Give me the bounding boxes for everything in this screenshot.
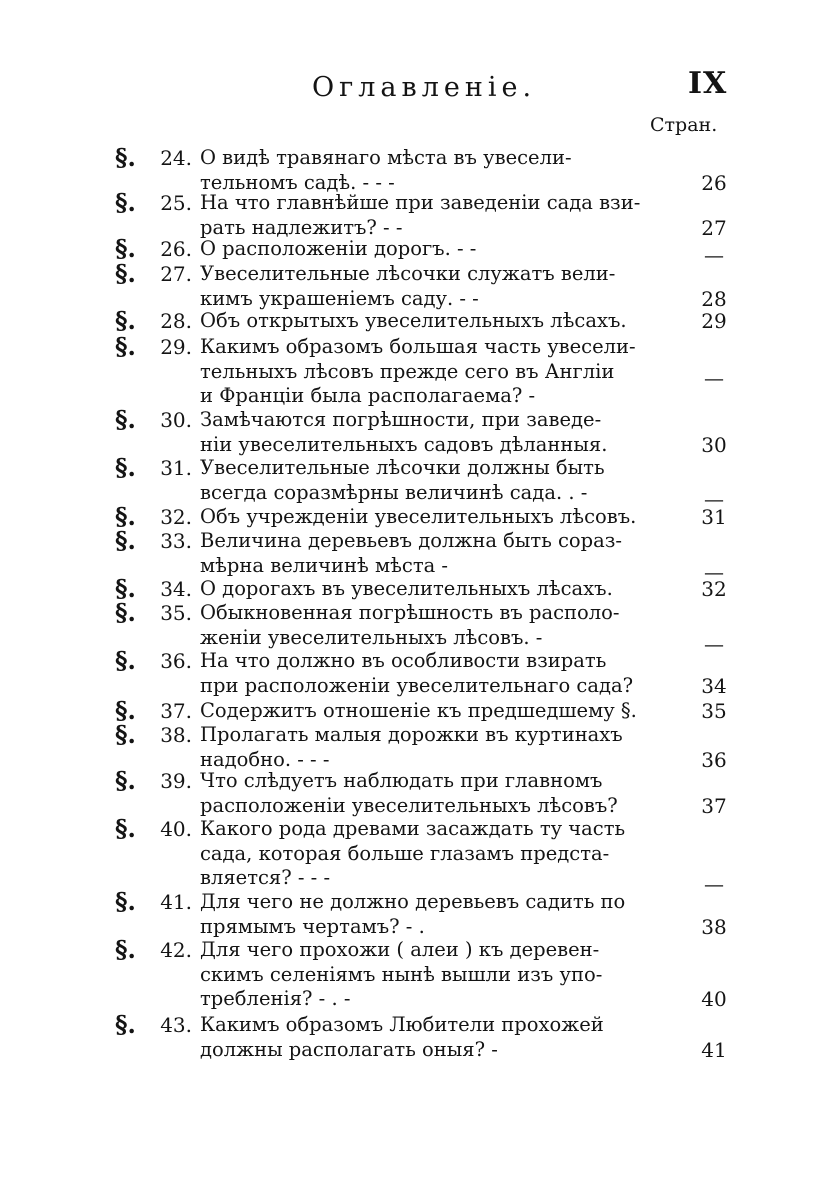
entry-text — [200, 769, 678, 818]
entry-text-line: вляется? - - - — [200, 866, 331, 889]
section-sign: §. — [115, 887, 136, 916]
entry-text — [200, 1013, 678, 1062]
page-number: IX — [688, 66, 728, 101]
section-number: 25. — [160, 191, 192, 215]
section-number: 42. — [160, 938, 192, 962]
entry-text-line: Какимъ образомъ Любители прохожей — [200, 1013, 604, 1036]
section-sign: §. — [115, 696, 136, 725]
entry-text — [200, 577, 678, 602]
section-number: 41. — [160, 890, 192, 914]
entry-text — [200, 262, 678, 311]
entry-text — [200, 938, 678, 1012]
page-reference: — — [704, 559, 724, 584]
section-sign: §. — [115, 306, 136, 335]
section-number: 38. — [160, 723, 192, 747]
entry-text-line: при расположеніи увеселительнаго сада? — [200, 673, 634, 697]
page-reference: 41 — [701, 1037, 727, 1062]
section-sign: §. — [115, 143, 136, 172]
section-sign: §. — [115, 405, 136, 434]
toc-entry — [0, 332, 840, 409]
section-sign: §. — [115, 502, 136, 531]
entry-text-line: Увеселительные лѣсочки служатъ вели- — [200, 262, 616, 285]
toc-entry — [0, 234, 840, 267]
toc-entry — [0, 405, 840, 457]
entry-text — [200, 237, 678, 262]
entry-text-line: скимъ селеніямъ нынѣ вышли изъ упо- — [200, 962, 603, 986]
entry-text-line: рать надлежитъ? - - — [200, 215, 403, 239]
page-reference: — — [704, 365, 724, 390]
entry-text-line: мѣрна величинѣ мѣста - — [200, 553, 449, 577]
entry-text-line: О расположеніи дорогъ. - - — [200, 237, 477, 260]
page-reference: 26 — [701, 170, 727, 195]
page-reference: 30 — [701, 432, 727, 457]
entry-text — [200, 817, 678, 891]
entry-text-line: требленія? - . - — [200, 987, 351, 1010]
section-sign: §. — [115, 259, 136, 288]
page-reference: 27 — [701, 215, 727, 240]
entry-text — [200, 505, 678, 530]
section-sign: §. — [115, 935, 136, 964]
page-reference: 40 — [701, 987, 727, 1011]
section-sign: §. — [115, 646, 136, 675]
entry-text-line: Содержитъ отношеніе къ предшедшему §. — [200, 699, 637, 722]
entry-text-line: должны располагать оныя? - — [200, 1037, 498, 1061]
entry-text — [200, 146, 678, 195]
section-sign: §. — [115, 234, 136, 263]
page-reference: — — [704, 243, 724, 267]
entry-text-line: Обыкновенная погрѣшность въ располо- — [200, 601, 620, 624]
page-reference: 35 — [701, 699, 727, 723]
toc-entry — [0, 766, 840, 818]
entry-text — [200, 191, 678, 240]
section-number: 26. — [160, 237, 192, 261]
toc-entry — [0, 453, 840, 511]
entry-text-line: Увеселительные лѣсочки должны быть — [200, 456, 605, 479]
entry-text-line: сада, которая больше глазамъ предста- — [200, 841, 610, 865]
page-reference: — — [704, 631, 724, 656]
entry-text-line: Величина деревьевъ должна быть сораз- — [200, 529, 623, 552]
section-number: 29. — [160, 335, 192, 359]
section-number: 39. — [160, 769, 192, 793]
entry-text-line: всегда соразмѣрны величинѣ сада. . - — [200, 480, 588, 504]
section-number: 43. — [160, 1013, 192, 1037]
toc-entry — [0, 306, 840, 335]
entry-text — [200, 699, 678, 724]
entry-text — [200, 529, 678, 578]
section-number: 27. — [160, 262, 192, 286]
entry-text-line: Что слѣдуетъ наблюдать при главномъ — [200, 769, 603, 792]
section-sign: §. — [115, 574, 136, 603]
section-number: 37. — [160, 699, 192, 723]
entry-text — [200, 408, 678, 457]
entry-text-line: Объ учрежденіи увеселительныхъ лѣсовъ. — [200, 505, 637, 528]
toc-entry — [0, 526, 840, 584]
section-sign: §. — [115, 332, 136, 361]
entry-text-line: прямымъ чертамъ? - . — [200, 914, 425, 938]
section-sign: §. — [115, 814, 136, 843]
page-column-label: Стран. — [650, 114, 718, 136]
section-number: 33. — [160, 529, 192, 553]
section-number: 31. — [160, 456, 192, 480]
page-reference: 38 — [701, 914, 727, 939]
entry-text-line: О дорогахъ въ увеселительныхъ лѣсахъ. — [200, 577, 613, 600]
section-sign: §. — [115, 188, 136, 217]
section-sign: §. — [115, 1010, 136, 1039]
toc-entry — [0, 188, 840, 240]
toc-entry — [0, 887, 840, 939]
entry-text — [200, 649, 678, 698]
entry-text-line: О видѣ травянаго мѣста въ увесели- — [200, 146, 572, 169]
section-sign: §. — [115, 720, 136, 749]
entry-text-line: кимъ украшеніемъ саду. - - — [200, 286, 479, 310]
entry-text-line: На что должно въ особливости взирать — [200, 649, 607, 672]
toc-entry — [0, 720, 840, 772]
page-reference: — — [704, 486, 724, 511]
entry-text — [200, 723, 678, 772]
entry-text-line: Какого рода древами засаждать ту часть — [200, 817, 626, 840]
section-number: 35. — [160, 601, 192, 625]
section-number: 34. — [160, 577, 192, 601]
section-number: 30. — [160, 408, 192, 432]
entry-text-line: расположеніи увеселительныхъ лѣсовъ? — [200, 793, 618, 817]
entry-text-line: тельныхъ лѣсовъ прежде сего въ Англіи — [200, 359, 615, 383]
entry-text-line: ніи увеселительныхъ садовъ дѣланныя. — [200, 432, 608, 456]
entry-text-line: Пролагать малыя дорожки въ куртинахъ — [200, 723, 623, 746]
section-sign: §. — [115, 766, 136, 795]
entry-text-line: Замѣчаются погрѣшности, при заведе- — [200, 408, 602, 431]
section-number: 24. — [160, 146, 192, 170]
entry-text — [200, 309, 678, 334]
page-title: Оглавленіе. — [312, 72, 537, 103]
page-reference: 34 — [701, 673, 727, 698]
section-number: 28. — [160, 309, 192, 333]
entry-text-line: надобно. - - - — [200, 747, 330, 771]
toc-entry — [0, 935, 840, 1012]
entry-text-line: На что главнѣйше при заведеніи сада взи- — [200, 191, 641, 214]
section-sign: §. — [115, 598, 136, 627]
page-reference: 32 — [701, 577, 727, 601]
entry-text-line: Для чего прохожи ( алеи ) къ деревен- — [200, 938, 600, 961]
section-number: 40. — [160, 817, 192, 841]
page-reference: 37 — [701, 793, 727, 818]
toc-entry — [0, 814, 840, 896]
entry-text-line: женіи увеселительныхъ лѣсовъ. - — [200, 625, 543, 649]
entry-text — [200, 601, 678, 650]
entry-text-line: Объ открытыхъ увеселительныхъ лѣсахъ. — [200, 309, 627, 332]
page-reference: 31 — [701, 505, 727, 529]
toc-entry — [0, 259, 840, 311]
section-sign: §. — [115, 526, 136, 555]
toc-entry — [0, 1010, 840, 1062]
page-reference: 36 — [701, 747, 727, 772]
page-reference: 28 — [701, 286, 727, 311]
entry-text-line: Для чего не должно деревьевъ садить по — [200, 890, 626, 913]
section-number: 32. — [160, 505, 192, 529]
entry-text-line: и Франціи была располагаема? - — [200, 384, 536, 407]
entry-text — [200, 456, 678, 505]
page-reference: 29 — [701, 309, 727, 333]
page-reference: — — [704, 872, 724, 896]
toc-entry — [0, 598, 840, 656]
entry-text-line: Какимъ образомъ большая часть увесели- — [200, 335, 636, 358]
entry-text-line: тельномъ садѣ. - - - — [200, 170, 395, 194]
entry-text — [200, 890, 678, 939]
toc-entry — [0, 646, 840, 698]
entry-text — [200, 335, 678, 409]
section-sign: §. — [115, 453, 136, 482]
section-number: 36. — [160, 649, 192, 673]
